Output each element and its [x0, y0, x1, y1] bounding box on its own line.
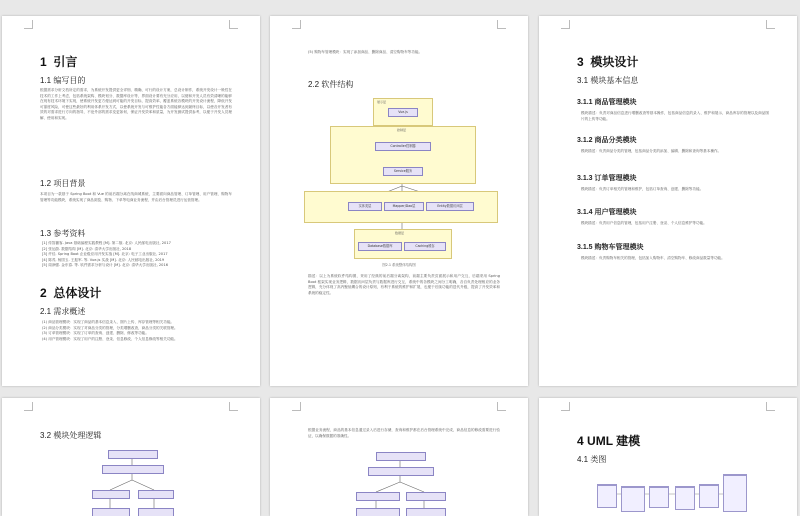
document-page-6 [539, 398, 797, 516]
list-item: (1) 商品管理模块：实现了商品的基本信息录入、图片上传、库存管理等相关功能。 [42, 320, 175, 324]
document-page-3 [539, 16, 797, 386]
flow-node [92, 508, 130, 516]
flow-node [138, 490, 174, 499]
uml-class-box [699, 484, 719, 508]
heading-1-1: 1.1 编写目的 [40, 76, 86, 85]
list-item: (3) 订单管理模块：实现了订单的查询、创建、删除、修改等功能。 [42, 331, 149, 336]
heading-3-1-5: 3.1.5 购物车管理模块 [577, 244, 644, 251]
list-item: [3] 许佳. Spring Boot 企业级应用开发实战 [M]. 北京: 电子工业出版社, 2017 [42, 252, 168, 257]
paragraph-module-desc: 模块描述：负责对商品信息进行增删改查等基本操作，包括商品信息的录入、维护和展示，商品库存的管理以及商品图片的上传等功能。 [581, 111, 769, 121]
flow-node [406, 492, 446, 501]
heading-3-2: 3.2 模块处理逻辑 [40, 431, 102, 440]
heading-3-1-2: 3.1.2 商品分类模块 [577, 137, 637, 144]
paragraph-purpose: 根据需求分析文档所定的需求，为系统开发提供更全详细、精确、可行的设计方案，总设计制作，系统开发设计一般性在技术的工作上考虑，包括系统架构、模块划分、数据库设计等，界面设计要有充分应用，以便和开发人员有效清晰的能够在现有技术环境下实现，使系统开发更方便达到可能的开发目标，提高效率，覆盖系统各模块的开发设计流程，降低开发可靠度风险，可使这些最好的利用体系开发方式，以使系统开发与可维护性能各方面能够达到最终目标，以使各开发者有效的对需求进行方向的指导，不论外部的需求变更如何，保证开发效率和质量，为开发测试提供参考，以便于开发人员理解、使用和实现。 [40, 88, 232, 120]
heading-2-1: 2.1 需求概述 [40, 307, 86, 316]
list-item: [5] 周润强. 金东春. 等. 软件需求分析与设计 [M]. 北京: 清华大学出版社, 2016 [42, 263, 169, 268]
paragraph-module-desc: 模块描述：负责购物车相关的管理，包括加入购物车、清空购物车、修改商品数量等功能。 [581, 256, 725, 260]
uml-class-box [649, 486, 669, 508]
group-label: 数据层 [395, 231, 405, 235]
document-page-5 [270, 398, 528, 516]
dao-box: Entity数据访问层 [426, 202, 474, 211]
heading-3-1: 3.1 模块基本信息 [577, 76, 639, 85]
uml-class-box [621, 486, 645, 512]
heading-3-1-3: 3.1.3 订单管理模块 [577, 175, 637, 182]
cache-box: Caching缓存 [404, 242, 446, 251]
crop-mark [561, 20, 570, 29]
vue-box: Vue.js [388, 108, 418, 117]
list-item: (2) 商品分类模块：实现了对商品分类的管理，分类增删改查，商品分类的关联管理。 [42, 325, 178, 330]
paragraph-module-desc: 模块描述：负责订单相关的管理和维护，包括订单查询、创建、删除等功能。 [581, 187, 704, 191]
flow-node [368, 467, 434, 476]
list-item-continued: (5) 购物车管理模块：实现了添加商品、删除商品、清空购物车等功能。 [308, 50, 423, 54]
flow-node [92, 490, 130, 499]
list-item: [1] 传智播客. Java 基础编程实践教程 [M]. 第二版. 北京: 人民邮电出版社, 2017 [42, 241, 171, 245]
database-box: Database数据库 [358, 242, 402, 251]
list-item: [4] 陈茂. 杨国玉. 王振军. 等. Vue.js 实战 [M]. 北京: 人民邮电出版社, 2019 [42, 257, 165, 262]
heading-3: 3 模块设计 [577, 55, 639, 69]
flow-node [406, 508, 446, 516]
uml-class-box [675, 486, 695, 510]
heading-3-1-1: 3.1.1 商品管理模块 [577, 99, 637, 106]
entity-box: 实体类层 [348, 202, 382, 211]
document-page-1 [2, 16, 260, 386]
list-item: [2] 张运蔚. 数据结构 [M]. 北京: 清华大学出版社, 2018 [42, 246, 132, 251]
heading-2-2: 2.2 软件结构 [308, 80, 354, 89]
paragraph-flow-description: 根据业务流程，商品的基本信息通过录入后进行存储，查询和维护都在后台管理系统中完成，商品信息的修改需要进行验证，以确保数据的准确性。 [308, 428, 500, 438]
flow-node [356, 492, 400, 501]
flow-node [138, 508, 174, 516]
crop-mark [229, 20, 238, 29]
document-page-4 [2, 398, 260, 516]
heading-3-1-4: 3.1.4 用户管理模块 [577, 209, 637, 216]
heading-4-1: 4.1 类图 [577, 455, 607, 464]
paragraph-structure-description: 描述：以上为系统软件结构图，采用了经典的前后端分离架构，前端主要负责页面展示和用户交互，后端采用 Spring Boot 框架实现业务逻辑，数据访问层负责与数据库进行交互，系统中的各模块之间分工明确，各自负责处理相应的业务逻辑，充分体现了高内聚低耦合的设计原则，有利于系统的维护和扩展，也便于后续功能的迭代升级，提高了开发效率和系统的稳定性。 [308, 274, 500, 295]
heading-1: 1 引言 [40, 55, 78, 69]
reference-list [42, 241, 232, 269]
uml-class-box [723, 474, 747, 512]
heading-1-3: 1.3 参考资料 [40, 229, 86, 238]
flow-node [376, 452, 426, 461]
requirement-list [42, 320, 232, 342]
crop-mark [766, 20, 775, 29]
heading-2: 2 总体设计 [40, 286, 102, 300]
paragraph-module-desc: 模块描述：负责商品分类的管理，包括商品分类的添加、编辑、删除和查询等基本操作。 [581, 149, 722, 153]
group-label: 控制层 [397, 128, 407, 132]
crop-mark [24, 20, 33, 29]
heading-1-2: 1.2 项目背景 [40, 179, 86, 188]
flow-node [102, 465, 164, 474]
controller-box: Controller控制器 [375, 142, 431, 151]
mapper-box: Mapper/Dao层 [384, 202, 424, 211]
service-box: Service服务 [383, 167, 423, 176]
list-item: (4) 用户管理模块：实现了用户的注册、登录、信息修改、个人信息修改等相关功能。 [42, 336, 178, 341]
paragraph-background: 本项目为一款基于 Spring Boot 和 Vue 的前后端分离在线商城系统，主要面向商品管理、订单管理、用户管理、购物车管理等功能模块，系统实现了商品浏览、购物、下单等电商业务流程，并由后台管理员进行运营管理。 [40, 192, 232, 202]
uml-class-box [597, 484, 617, 508]
flow-node [356, 508, 400, 516]
group-label: 展示层 [377, 100, 387, 104]
figure-caption: 图2.1 系统整体结构图 [382, 263, 416, 267]
paragraph-module-desc: 模块描述：负责用户信息的管理，包括用户注册、登录、个人信息维护等功能。 [581, 221, 707, 225]
heading-4: 4 UML 建模 [577, 434, 641, 448]
flow-node [108, 450, 158, 459]
document-page-2 [270, 16, 528, 386]
